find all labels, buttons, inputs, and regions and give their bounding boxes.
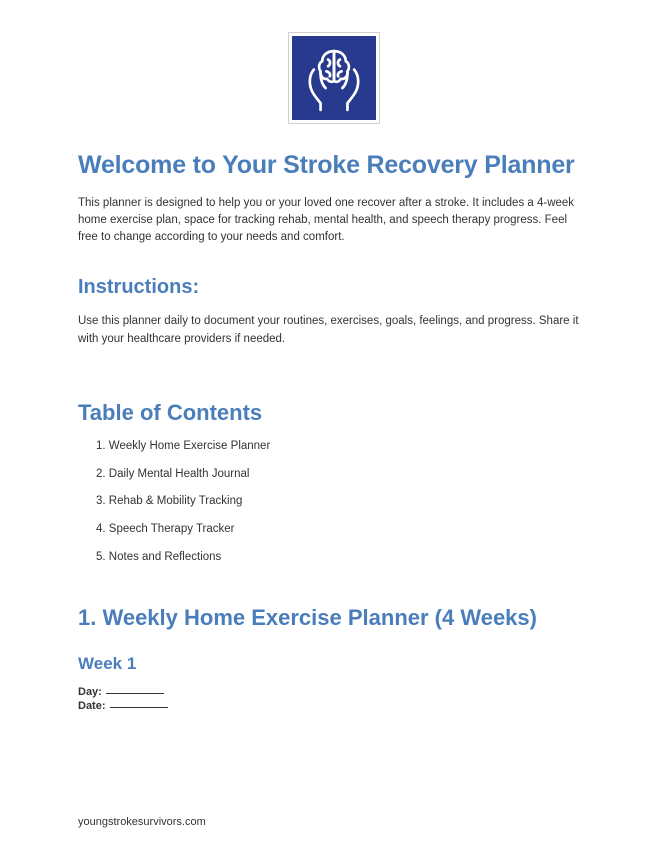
week-heading: Week 1 (78, 653, 137, 673)
brain-in-hands-logo (288, 32, 380, 124)
page-title: Welcome to Your Stroke Recovery Planner (78, 151, 575, 179)
list-item[interactable]: 4. Speech Therapy Tracker (96, 523, 589, 537)
list-item[interactable]: 1. Weekly Home Exercise Planner (96, 440, 589, 454)
chapter-heading: 1. Weekly Home Exercise Planner (4 Weeks) (78, 604, 537, 630)
date-field-blank[interactable] (110, 707, 168, 708)
day-field-label: Day: (78, 685, 102, 698)
date-field (78, 700, 589, 714)
instructions-text: Use this planner daily to document your routines, exercises, goals, feelings, and progress. Share it with your healthcare providers if needed. (78, 315, 579, 345)
instructions-heading: Instructions: (78, 276, 200, 299)
day-field (78, 686, 589, 700)
intro-paragraph: This planner is designed to help you or your loved one recover after a stroke. It includes a 4-week home exercise plan, space for tracking rehab, mental health, and speech therapy progress. Feel free to change according to your needs and comfort. (78, 196, 575, 243)
list-item[interactable]: 3. Rehab & Mobility Tracking (96, 495, 589, 509)
day-field-blank[interactable] (106, 693, 164, 694)
date-field-label: Date: (78, 700, 106, 713)
logo-container (78, 0, 589, 124)
table-of-contents-list (78, 440, 589, 565)
footer-url: youngstrokesurvivors.com (78, 816, 206, 828)
table-of-contents-heading: Table of Contents (78, 399, 263, 425)
logo-icon (292, 36, 376, 120)
list-item[interactable]: 5. Notes and Reflections (96, 551, 589, 565)
list-item[interactable]: 2. Daily Mental Health Journal (96, 468, 589, 482)
